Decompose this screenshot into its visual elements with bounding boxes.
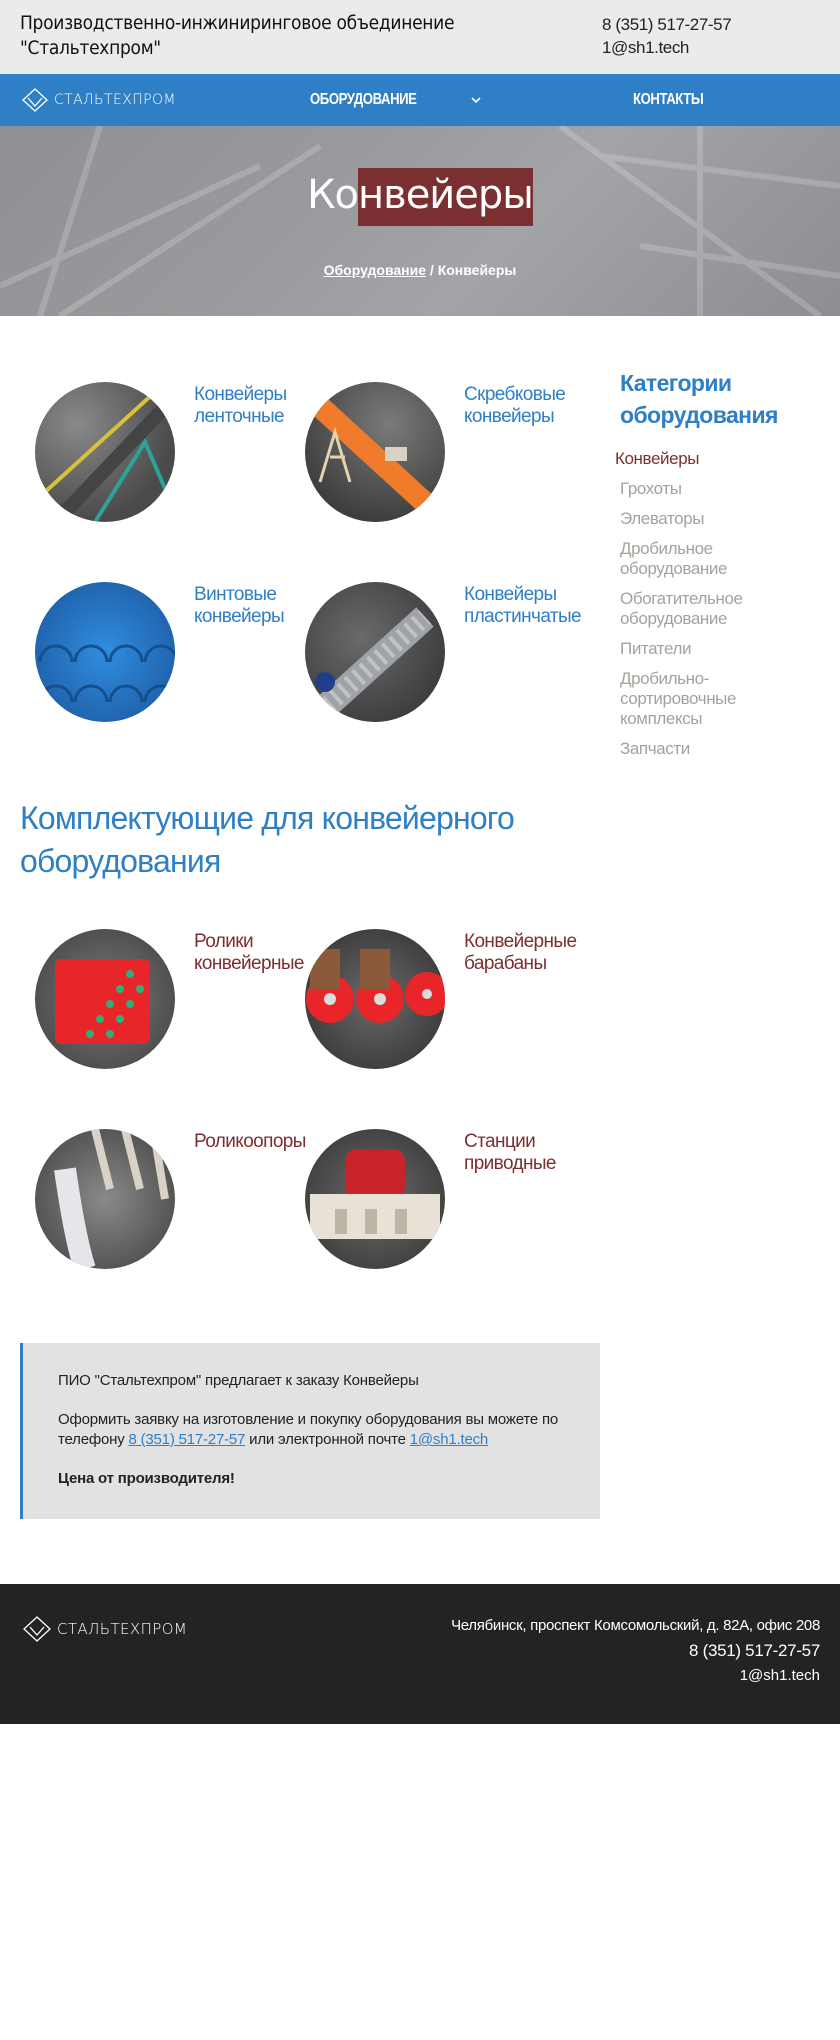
- scraper-conveyor-photo[interactable]: [305, 382, 445, 522]
- breadcrumb-current: Конвейеры: [437, 262, 517, 278]
- header-phone[interactable]: 8 (351) 517-27-57: [602, 15, 732, 34]
- product-card[interactable]: [19, 582, 289, 732]
- sidebar-item-screens[interactable]: Грохоты: [620, 479, 682, 498]
- sidebar-title: Категории оборудования: [620, 370, 778, 428]
- category-list: [615, 449, 825, 759]
- product-card[interactable]: [19, 382, 289, 532]
- product-card[interactable]: [289, 382, 566, 532]
- sidebar-item-crushing[interactable]: Дробильное оборудование: [620, 539, 728, 578]
- drive-station-photo[interactable]: [305, 1129, 445, 1269]
- sidebar-item-spare-parts[interactable]: Запчасти: [620, 739, 690, 758]
- order-text: Оформить заявку на изготовление и покупку оборудования вы можете по телефону 8 (351) 517-27-57 или электронной почте 1@sh1.tech: [58, 1411, 559, 1448]
- sidebar-item-elevators[interactable]: Элеваторы: [620, 509, 705, 528]
- accessory-title[interactable]: Станции приводные: [464, 1131, 556, 1174]
- roller-supports-photo[interactable]: [35, 1129, 175, 1269]
- nav-item-contacts[interactable]: КОНТАКТЫ: [633, 91, 704, 108]
- title-selection: нвейеры: [358, 168, 533, 226]
- footer: [0, 1584, 840, 1724]
- footer-address: Челябинск, проспект Комсомольский, д. 82А, офис 208: [451, 1617, 820, 1634]
- sidebar-item-enrichment[interactable]: Обогатительное оборудование: [620, 589, 743, 628]
- plate-conveyor-photo[interactable]: [305, 582, 445, 722]
- accessory-card[interactable]: [19, 1129, 306, 1279]
- nav-item-equipment[interactable]: ОБОРУДОВАНИЕ: [310, 91, 417, 108]
- product-title[interactable]: Конвейеры пластинчатые: [464, 584, 582, 627]
- breadcrumb-link-equipment[interactable]: Оборудование: [323, 262, 427, 278]
- footer-logo[interactable]: [23, 1616, 187, 1642]
- belt-conveyor-photo[interactable]: [35, 382, 175, 522]
- drums-photo[interactable]: [305, 929, 445, 1069]
- accessory-title[interactable]: Конвейерные барабаны: [464, 931, 577, 974]
- logo-text: СТАЛЬТЕХПРОМ: [54, 92, 176, 108]
- accessory-card[interactable]: [289, 929, 577, 1079]
- accessory-title[interactable]: Роликоопоры: [194, 1131, 306, 1152]
- product-card[interactable]: [289, 582, 582, 732]
- breadcrumb-separator: /: [426, 262, 438, 278]
- logo-text: СТАЛЬТЕХПРОМ: [57, 1620, 188, 1638]
- accessories-heading: Комплектующие для конвейерного оборудования: [20, 800, 515, 879]
- company-name-line1: Производственно-инжиниринговое объединение: [20, 12, 455, 34]
- price-text: Цена от производителя!: [58, 1470, 235, 1487]
- category-sidebar: [615, 367, 825, 769]
- note-phone-link[interactable]: 8 (351) 517-27-57: [128, 1431, 246, 1448]
- order-info-box: [20, 1343, 600, 1519]
- footer-phone[interactable]: 8 (351) 517-27-57: [689, 1641, 820, 1660]
- accessory-card[interactable]: [19, 929, 304, 1079]
- footer-email[interactable]: 1@sh1.tech: [739, 1667, 820, 1684]
- company-name-line2: "Стальтехпром": [20, 37, 161, 59]
- note-email-link[interactable]: 1@sh1.tech: [409, 1431, 489, 1448]
- sidebar-item-feeders[interactable]: Питатели: [620, 639, 692, 658]
- offer-text: ПИО "Стальтехпром" предлагает к заказу Конвейеры: [58, 1372, 419, 1389]
- product-title[interactable]: Винтовые конвейеры: [194, 584, 285, 627]
- product-title[interactable]: Конвейеры ленточные: [194, 384, 287, 427]
- page-title: Конвейеры: [0, 172, 840, 218]
- rollers-photo[interactable]: [35, 929, 175, 1069]
- header-email[interactable]: 1@sh1.tech: [602, 38, 689, 57]
- sidebar-item-conveyors[interactable]: Конвейеры: [615, 449, 700, 468]
- product-title[interactable]: Скребковые конвейеры: [464, 384, 566, 427]
- accessory-card[interactable]: [289, 1129, 559, 1279]
- logo-diamond-icon: [23, 1616, 51, 1642]
- footer-contacts: [451, 1614, 820, 1688]
- sidebar-item-crushing-complexes[interactable]: Дробильно-сортировочные комплексы: [620, 669, 737, 728]
- screw-conveyor-photo[interactable]: [35, 582, 175, 722]
- accessory-title[interactable]: Ролики конвейерные: [194, 931, 304, 974]
